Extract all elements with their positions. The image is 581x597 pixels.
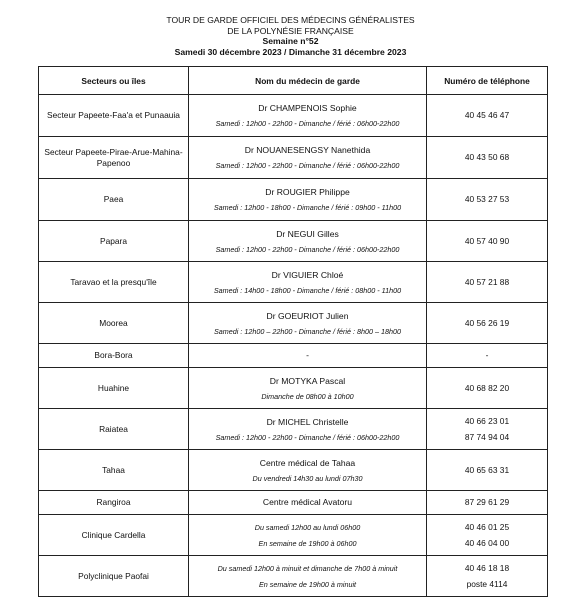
doctor-cell	[189, 515, 427, 556]
sector-cell: Polyclinique Paofai	[39, 556, 189, 597]
phone-cell: 40 68 82 20	[427, 368, 548, 409]
doctor-schedule: Samedi : 12h00 - 18h00 - Dimanche / férié : 09h00 - 11h00	[213, 203, 402, 212]
column-header-sector: Secteurs ou îles	[39, 67, 189, 95]
table-row	[39, 179, 548, 221]
sector-cell: Taravao et la presqu'île	[39, 262, 189, 303]
column-header-doctor: Nom du médecin de garde	[189, 67, 427, 95]
phone-cell: 40 57 21 88	[427, 262, 548, 303]
phone-cell	[427, 515, 548, 556]
table-row	[39, 409, 548, 450]
doctor-cell	[189, 221, 427, 262]
title-line-1: TOUR DE GARDE OFFICIEL DES MÉDECINS GÉNÉRALISTES	[166, 15, 415, 25]
doctor-schedule: Du vendredi 14h30 au lundi 07h30	[252, 473, 363, 483]
sector-cell: Secteur Papeete-Pirae-Arue-Mahina-Papenoo	[39, 137, 189, 179]
doctor-name: Dr MOTYKA Pascal	[269, 375, 346, 386]
schedule-line-1: Du samedi 12h00 à minuit et dimanche de 7h00 à minuit	[217, 563, 398, 573]
phone-cell: 40 56 26 19	[427, 303, 548, 344]
doctor-cell	[189, 179, 427, 221]
phone-number: 40 46 18 18	[464, 562, 510, 573]
document-header	[0, 15, 581, 57]
table-row	[39, 450, 548, 491]
doctor-schedule: Samedi : 12h00 – 22h00 - Dimanche / férié : 8h00 – 18h00	[213, 326, 401, 336]
doctor-cell: Centre médical Avatoru	[189, 491, 427, 515]
table-row	[39, 95, 548, 137]
phone-cell: 87 29 61 29	[427, 491, 548, 515]
doctor-cell	[189, 303, 427, 344]
phone-cell: 40 53 27 53	[427, 179, 548, 221]
doctor-cell	[189, 556, 427, 597]
table-row	[39, 137, 548, 179]
phone-number: 40 66 23 01	[464, 415, 510, 426]
sector-cell: Raiatea	[39, 409, 189, 450]
sector-cell: Papara	[39, 221, 189, 262]
doctor-schedule: Samedi : 12h00 - 22h00 - Dimanche / férié : 06h00-22h00	[215, 119, 400, 128]
phone-cell: 40 65 63 31	[427, 450, 548, 491]
phone-number-secondary: poste 4114	[466, 578, 508, 589]
table-row	[39, 262, 548, 303]
doctor-cell	[189, 95, 427, 137]
doctor-name: Dr GOEURIOT Julien	[266, 310, 349, 321]
phone-cell: 40 43 50 68	[427, 137, 548, 179]
doctor-name: Dr ROUGIER Philippe	[265, 187, 350, 197]
doctor-cell: -	[189, 344, 427, 368]
sector-cell: Rangiroa	[39, 491, 189, 515]
phone-cell	[427, 409, 548, 450]
table-row	[39, 344, 548, 368]
doctor-schedule: Samedi : 12h00 - 22h00 - Dimanche / férié : 06h00-22h00	[215, 244, 400, 254]
doctor-name: Centre médical de Tahaa	[259, 457, 356, 468]
title-line-2: DE LA POLYNÉSIE FRANÇAISE	[227, 25, 354, 36]
doctor-cell	[189, 137, 427, 179]
phone-cell: 40 57 40 90	[427, 221, 548, 262]
table-header-row	[39, 67, 548, 95]
sector-cell: Secteur Papeete-Faa'a et Punaauia	[39, 95, 189, 137]
table-row	[39, 368, 548, 409]
phone-cell: -	[427, 344, 548, 368]
phone-number-secondary: 40 46 04 00	[464, 537, 510, 548]
schedule-line-2: En semaine de 19h00 à minuit	[258, 579, 357, 589]
sector-cell: Tahaa	[39, 450, 189, 491]
doctor-schedule: Dimanche de 08h00 à 10h00	[261, 391, 354, 401]
doctor-cell	[189, 450, 427, 491]
sector-cell: Moorea	[39, 303, 189, 344]
doctor-name: Dr NOUANESENGSY Nanethida	[244, 145, 371, 155]
phone-cell: 40 45 46 47	[427, 95, 548, 137]
sector-cell: Paea	[39, 179, 189, 221]
doctor-name: Dr VIGUIER Chloé	[271, 269, 344, 280]
column-header-phone: Numéro de téléphone	[427, 67, 548, 95]
doctor-cell	[189, 409, 427, 450]
phone-number: 40 46 01 25	[464, 521, 510, 532]
table-row	[39, 491, 548, 515]
doctor-schedule: Samedi : 12h00 - 22h00 - Dimanche / férié : 06h00-22h00	[215, 161, 400, 170]
dates: Samedi 30 décembre 2023 / Dimanche 31 décembre 2023	[174, 46, 407, 57]
table-row	[39, 303, 548, 344]
doctor-name: Dr NEGUI Gilles	[276, 228, 339, 239]
doctor-cell	[189, 368, 427, 409]
roster-table	[38, 66, 548, 597]
doctor-schedule: Samedi : 12h00 - 22h00 - Dimanche / férié : 06h00-22h00	[215, 432, 400, 442]
doctor-cell	[189, 262, 427, 303]
schedule-line-1: Du samedi 12h00 au lundi 06h00	[254, 522, 361, 532]
schedule-line-2: En semaine de 19h00 à 06h00	[258, 538, 357, 548]
doctor-name: Dr CHAMPENOIS Sophie	[258, 103, 357, 113]
table-row	[39, 515, 548, 556]
table-row	[39, 556, 548, 597]
week-number: Semaine n°52	[262, 36, 319, 47]
doctor-schedule: Samedi : 14h00 - 18h00 - Dimanche / férié : 08h00 - 11h00	[213, 285, 402, 295]
phone-cell	[427, 556, 548, 597]
table-row	[39, 221, 548, 262]
sector-cell: Huahine	[39, 368, 189, 409]
doctor-name: Dr MICHEL Christelle	[266, 416, 349, 427]
sector-cell: Clinique Cardella	[39, 515, 189, 556]
phone-number-secondary: 87 74 94 04	[464, 431, 510, 442]
sector-cell: Bora-Bora	[39, 344, 189, 368]
